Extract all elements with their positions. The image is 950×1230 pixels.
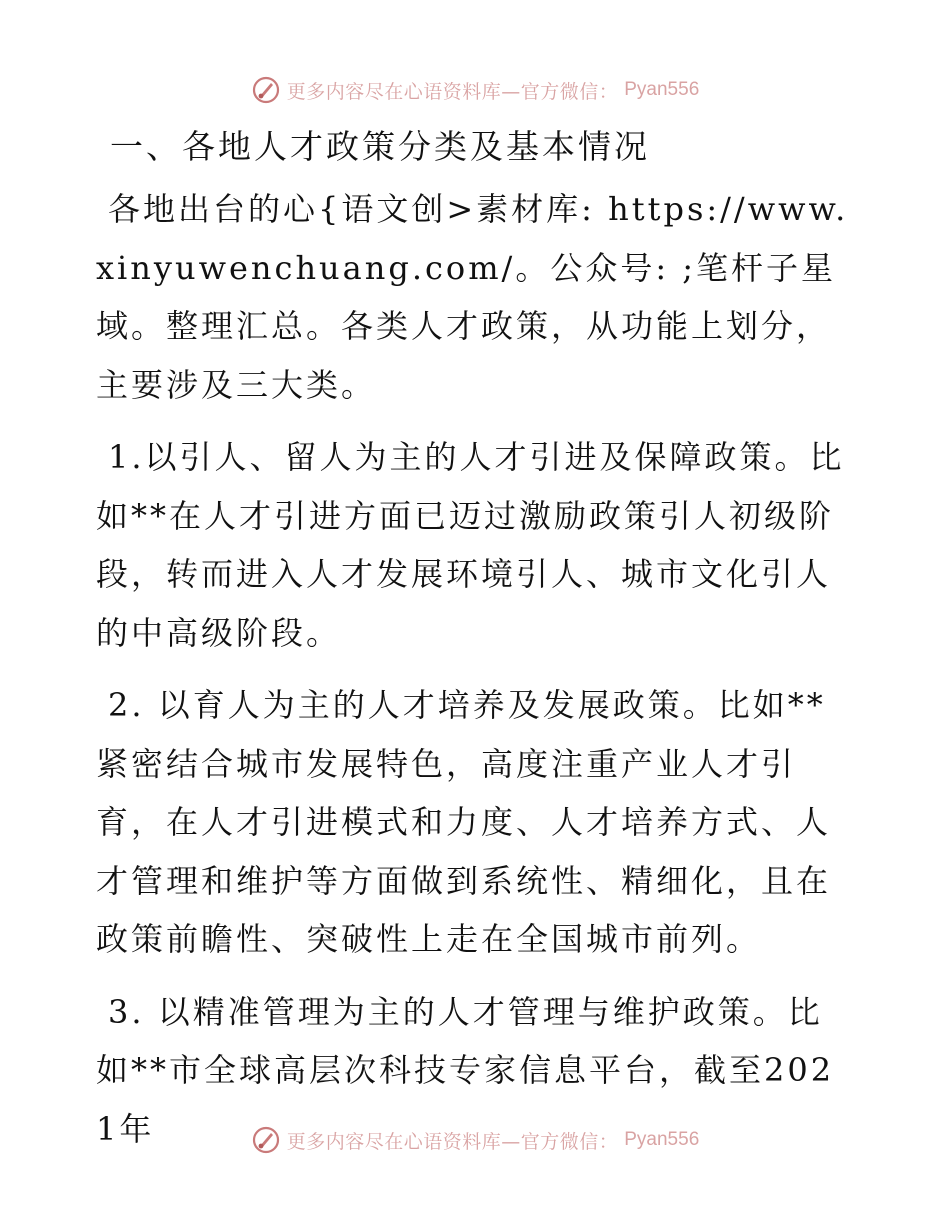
watermark-account: Pyan556 <box>624 1129 700 1150</box>
footer-watermark <box>0 1122 950 1158</box>
quill-seal-icon <box>251 1125 281 1155</box>
paragraph-item-2: 2. 以育人为主的人才培养及发展政策。比如**紧密结合城市发展特色，高度注重产业人才引育，在人才引进模式和力度、人才培养方式、人才管理和维护等方面做到系统性、精细化，且在政策前瞻性、突破性上走在全国城市前列。 <box>96 686 832 958</box>
paragraph-item-3: 3. 以精准管理为主的人才管理与维护政策。比如**市全球高层次科技专家信息平台，截至2021年 <box>96 992 835 1148</box>
quill-seal-icon <box>251 75 281 105</box>
watermark-account: Pyan556 <box>624 79 700 100</box>
watermark-text: 更多内容尽在心语资料库—官方微信： <box>286 80 619 103</box>
watermark-text: 更多内容尽在心语资料库—官方微信： <box>286 1130 619 1153</box>
paragraph-item-1: 1.以引人、留人为主的人才引进及保障政策。比如**在人才引进方面已迈过激励政策引人初级阶段，转而进入人才发展环境引人、城市文化引人的中高级阶段。 <box>96 438 845 652</box>
document-body <box>96 122 852 1172</box>
paragraph-intro: 各地出台的心{语文创>素材库: https://www.xinyuwenchuang.com/。公众号: ;笔杆子星域。整理汇总。各类人才政策，从功能上划分，主要涉及三大类。 <box>96 190 849 404</box>
section-heading: 一、各地人才政策分类及基本情况 <box>110 127 650 166</box>
header-watermark <box>0 72 950 108</box>
